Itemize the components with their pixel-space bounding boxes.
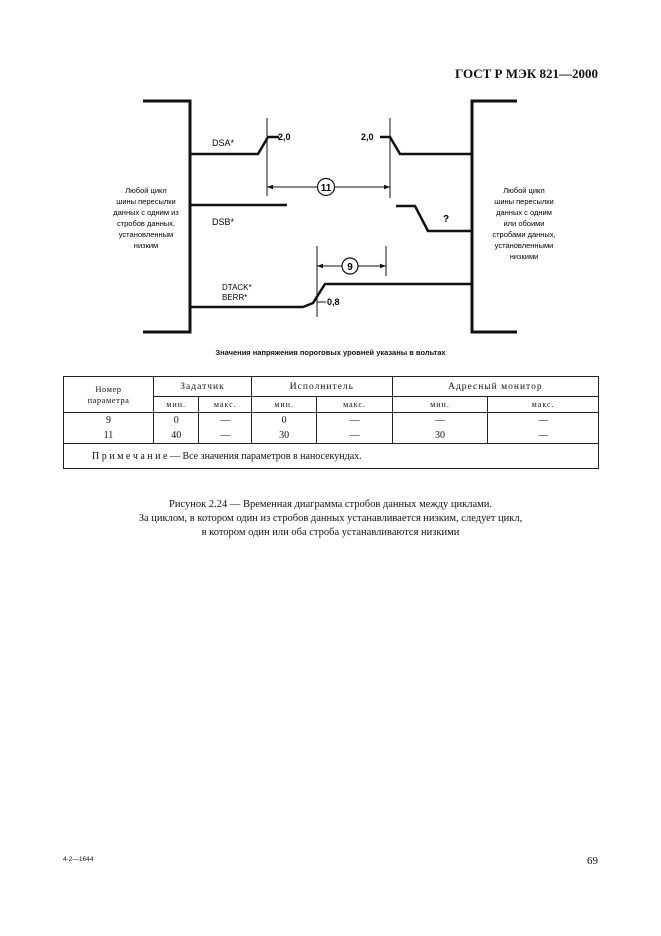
threshold-note: Значения напряжения пороговых уровней указаны в вольтах — [215, 348, 446, 357]
table-note-row — [64, 444, 599, 469]
figure-caption-line: в котором один или оба строба устанавливаются низкими — [201, 527, 460, 538]
right-cycle-description — [492, 186, 555, 261]
table-header-row — [64, 377, 599, 397]
unknown-mark: ? — [442, 214, 450, 225]
table-cell: 40 — [154, 428, 199, 444]
group-header-master: Задатчик — [154, 377, 252, 397]
page-number: 69 — [587, 855, 598, 867]
table-cell: — — [488, 428, 599, 444]
table-row — [64, 428, 599, 444]
table-cell: 9 — [64, 413, 154, 429]
threshold-high-right: 2,0 — [361, 132, 374, 142]
figure-caption-line: Рисунок 2.24 — Временная диаграмма стробов данных между циклами. — [169, 499, 492, 510]
left-text-line: низким — [133, 241, 159, 250]
table-cell: — — [199, 428, 252, 444]
dsb-label: DSB* — [212, 217, 235, 227]
table-cell: — — [199, 413, 252, 429]
table-cell: 11 — [64, 428, 154, 444]
sub-max: макс. — [488, 397, 599, 413]
sub-min: мин. — [154, 397, 199, 413]
param-number-header — [64, 377, 154, 413]
right-text-line: низкими — [509, 252, 539, 261]
dtack-label: DTACK* — [222, 283, 252, 292]
table-row — [64, 413, 599, 429]
left-cycle-description — [113, 186, 179, 250]
table-cell: — — [317, 413, 392, 429]
table-cell: 0 — [154, 413, 199, 429]
berr-label: BERR* — [222, 293, 248, 302]
sub-max: макс. — [317, 397, 392, 413]
right-text-line: данных с одним — [496, 208, 552, 217]
table-cell: 30 — [252, 428, 317, 444]
table-cell: 0 — [252, 413, 317, 429]
table-cell: — — [317, 428, 392, 444]
right-text-line: Любой цикл — [503, 186, 545, 195]
document-header: ГОСТ Р МЭК 821—2000 — [455, 66, 598, 81]
right-text-line: стробами данных, — [492, 230, 556, 239]
dsb-right-waveform — [396, 206, 472, 231]
dsa-label: DSA* — [212, 138, 235, 148]
figure-caption — [0, 498, 661, 540]
left-text-line: установленным — [118, 230, 174, 239]
figure-caption-line: За циклом, в котором один из стробов данных устанавливается низким, следует цикл, — [138, 513, 523, 524]
param-11-label: 11 — [320, 183, 332, 194]
table-cell: — — [392, 413, 488, 429]
right-text-line: или обоими — [503, 219, 545, 228]
left-text-line: шины пересылки — [116, 197, 176, 206]
param-number-header-line: параметра — [87, 394, 130, 405]
right-text-line: установленными — [494, 241, 554, 250]
timing-diagram — [0, 0, 661, 345]
param-number-header-line: Номер — [95, 383, 122, 394]
table-note: П р и м е ч а н и е — Все значения параметров в наносекундах. — [64, 444, 599, 469]
dsa-right-waveform — [380, 137, 472, 154]
right-text-line: шины пересылки — [494, 197, 554, 206]
threshold-high-left: 2,0 — [278, 132, 291, 142]
left-text-line: Любой цикл — [125, 186, 167, 195]
dsa-left-waveform — [190, 137, 279, 154]
left-text-line: данных с одним из — [113, 208, 179, 217]
left-text-line: стробов данных, — [116, 219, 176, 228]
sub-max: макс. — [199, 397, 252, 413]
table-cell: 30 — [392, 428, 488, 444]
group-header-slave: Исполнитель — [252, 377, 393, 397]
footer-code: 4-2—1644 — [63, 856, 94, 863]
parameters-table — [63, 376, 599, 469]
sub-min: мин. — [392, 397, 488, 413]
param-9-label: 9 — [347, 262, 353, 273]
threshold-low: 0,8 — [327, 297, 340, 307]
table-cell: — — [488, 413, 599, 429]
group-header-monitor: Адресный монитор — [392, 377, 598, 397]
sub-min: мин. — [252, 397, 317, 413]
